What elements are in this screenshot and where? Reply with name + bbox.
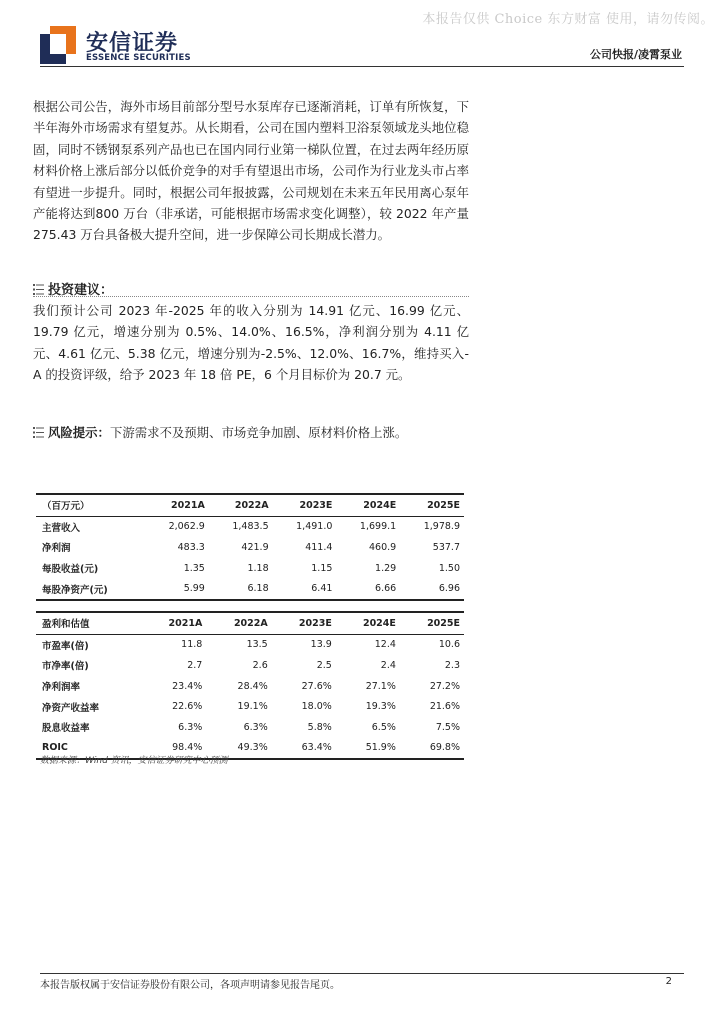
table-cell: 49.3%	[206, 738, 271, 760]
header-divider	[40, 66, 684, 67]
table-cell: 1,978.9	[423, 521, 460, 533]
table-cell: 460.9	[368, 541, 397, 553]
table-header-cell: 2025E	[400, 494, 464, 516]
row-label: 市盈率(倍)	[42, 640, 89, 652]
data-source-note: 数据来源：Wind 资讯，安信证券研究中心预测	[40, 756, 228, 766]
row-label: 每股净资产(元)	[36, 578, 145, 600]
table-cell: 11.8	[181, 639, 203, 651]
risk-label: 风险提示：	[48, 425, 110, 440]
table-cell: 411.4	[305, 541, 333, 553]
table-cell: 6.5%	[371, 721, 396, 733]
table-cell: 2.3	[444, 659, 460, 671]
table-cell: 1,699.1	[359, 521, 397, 533]
table-row	[36, 655, 464, 676]
risk-text: 下游需求不及预期、市场竞争加剧、原材料价格上涨。	[109, 425, 408, 440]
table-cell: 27.2%	[429, 680, 460, 692]
table-cell: 2.4	[380, 659, 396, 671]
table-cell: 28.4%	[237, 680, 268, 692]
table-cell: 6.18	[209, 578, 273, 600]
table-cell: 19.1%	[237, 701, 268, 713]
table-row	[36, 537, 464, 558]
row-label: 净利润率	[42, 682, 81, 694]
table-cell: 1.29	[375, 562, 397, 574]
valuation-table	[36, 611, 464, 760]
watermark: 本报告仅供 Choice 东方财富 使用，请勿传阅。	[422, 12, 714, 27]
table-cell: 2.5	[316, 659, 332, 671]
risk-paragraph	[33, 422, 469, 443]
table-cell: 51.9%	[336, 738, 400, 760]
document-type: 公司快报/凌霄泵业	[589, 48, 682, 61]
investment-paragraph: 我们预计公司 2023 年-2025 年的收入分别为 14.91 亿元、16.99 亿元、19.79 亿元，增速分别为 0.5%、14.0%、16.5%，净利润分别为 4.11 亿元、4.61 亿元、5.38 亿元，增速分别为-2.5%、12.0%、16.7%，维持买入-A 的投资评级，给予 2023 年 18 倍 PE，6 个月目标价为 20.7 元。	[33, 303, 469, 383]
table-cell: 27.6%	[301, 680, 332, 692]
table-cell: 1.50	[438, 562, 460, 574]
table-header-cell: 2022A	[206, 612, 271, 634]
table-cell: 98.4%	[141, 738, 206, 760]
financial-summary-table	[36, 493, 464, 601]
table-cell: 2,062.9	[168, 521, 205, 533]
footer-disclaimer: 本报告版权属于安信证券股份有限公司，各项声明请参见报告尾页。	[40, 980, 340, 991]
list-bullet-icon	[33, 284, 44, 295]
row-label: 每股收益(元)	[42, 564, 99, 576]
logo-chinese-name: 安信证券	[86, 31, 179, 56]
company-logo	[40, 26, 240, 68]
table-cell: 13.5	[246, 639, 268, 651]
row-label: 主营收入	[42, 522, 81, 534]
table-row	[36, 696, 464, 717]
logo-english-name: ESSENCE SECURITIES	[86, 53, 191, 63]
table-header-cell: （百万元）	[36, 494, 145, 516]
table-cell: 1.35	[183, 562, 205, 574]
table-cell: 6.96	[400, 578, 464, 600]
table-row	[36, 717, 464, 738]
page-number: 2	[665, 976, 672, 987]
row-label: 市净率(倍)	[42, 661, 89, 673]
row-label: 净资产收益率	[42, 702, 100, 714]
table-cell: 19.3%	[365, 701, 396, 713]
table-cell: 7.5%	[435, 721, 460, 733]
table-cell: 537.7	[432, 541, 460, 553]
table-cell: 2.7	[187, 659, 203, 671]
table-cell: 21.6%	[429, 701, 460, 713]
table-cell: 1.18	[247, 562, 269, 574]
table-row	[36, 578, 464, 600]
list-bullet-icon	[33, 427, 44, 438]
table-cell: 483.3	[177, 541, 205, 553]
table-cell: 13.9	[310, 639, 332, 651]
table-row	[36, 676, 464, 697]
table-header-cell: 2021A	[145, 494, 209, 516]
table-cell: 2.6	[252, 659, 268, 671]
table-row	[36, 558, 464, 579]
table-header-cell: 2022A	[209, 494, 273, 516]
table-row	[36, 634, 464, 655]
table-cell: 22.6%	[172, 701, 203, 713]
table-header-cell: 2024E	[336, 612, 400, 634]
footer-divider	[40, 973, 684, 974]
row-label: 净利润	[42, 543, 71, 555]
table-row	[36, 516, 464, 537]
table-cell: 1.15	[311, 562, 333, 574]
table-cell: 5.99	[145, 578, 209, 600]
table-header-row	[36, 494, 464, 516]
table-cell: 1,483.5	[232, 521, 269, 533]
logo-mark-icon	[40, 26, 76, 64]
table-cell: 5.8%	[307, 721, 332, 733]
table-cell: 69.8%	[400, 738, 464, 760]
table-cell: 10.6	[438, 639, 460, 651]
table-cell: 12.4	[374, 639, 396, 651]
investment-heading-text: 投资建议：	[48, 283, 114, 298]
row-label: ROIC	[36, 738, 141, 760]
table-cell: 6.3%	[178, 721, 203, 733]
investment-divider	[33, 296, 469, 297]
table-header-cell: 2023E	[272, 612, 336, 634]
table-cell: 1,491.0	[296, 521, 333, 533]
table-cell: 63.4%	[272, 738, 336, 760]
table-cell: 23.4%	[172, 680, 203, 692]
table-header-cell: 2024E	[336, 494, 400, 516]
table-header-cell: 2021A	[141, 612, 206, 634]
table-cell: 18.0%	[301, 701, 332, 713]
table-cell: 6.41	[273, 578, 337, 600]
table-header-cell: 盈利和估值	[36, 612, 141, 634]
table-header-row	[36, 612, 464, 634]
table-cell: 27.1%	[365, 680, 396, 692]
table-header-cell: 2025E	[400, 612, 464, 634]
table-cell: 421.9	[241, 541, 269, 553]
row-label: 股息收益率	[42, 723, 90, 735]
table-header-cell: 2023E	[273, 494, 337, 516]
table-cell: 6.3%	[243, 721, 268, 733]
intro-paragraph: 根据公司公告，海外市场目前部分型号水泵库存已逐渐消耗，订单有所恢复，下半年海外市场需求有望复苏。从长期看，公司在国内塑料卫浴泵领域龙头地位稳固，同时不锈钢泵系列产品也已在国内同行业第一梯队位置，在过去两年经历原材料价格上涨后部分以低价竞争的对手有望退出市场，公司作为行业龙头市占率有望进一步提升。同时，根据公司年报披露，公司规划在未来五年民用离心泵年产能将达到800 万台（非承诺，可能根据市场需求变化调整），较 2022 年产量275.43 万台具备极大提升空间，进一步保障公司长期成长潜力。	[33, 99, 469, 243]
table-cell: 6.66	[336, 578, 400, 600]
